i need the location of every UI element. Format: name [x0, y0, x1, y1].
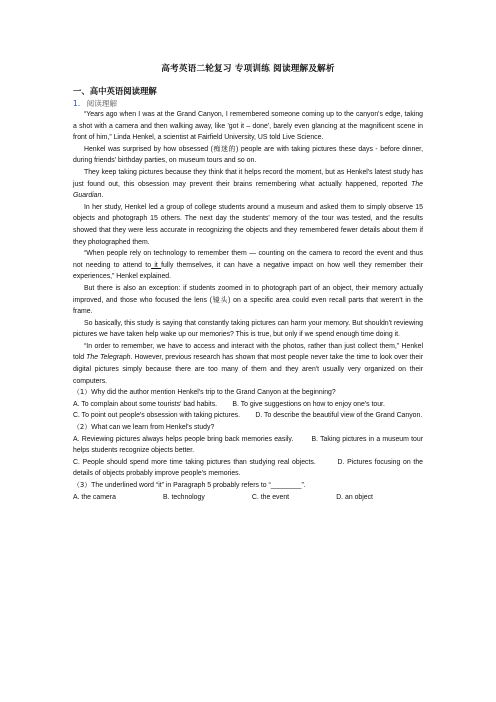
source-name: The Telegraph — [86, 354, 131, 362]
question-number: （1） — [73, 388, 92, 397]
question-2-options-cd — [73, 457, 423, 480]
question-3-options — [73, 492, 423, 504]
option-a[interactable]: A. the camera — [73, 493, 116, 501]
question-stem: Why did the author mention Henkel's trip to the Grand Canyon at the beginning? — [91, 389, 336, 397]
paragraph-2: Henkel was surprised by how obsessed (痴迷的) people are with taking pictures these days - before dinner, during friends' birthday parties, on museum tours and so on. — [73, 145, 423, 165]
option-c[interactable]: C. People should spend more time taking pictures than studying real objects. — [73, 458, 316, 466]
question-stem: The underlined word “it” in Paragraph 5 probably refers to “________”. — [91, 482, 306, 489]
question-2-options-ab — [73, 434, 423, 457]
option-d[interactable]: D. To describe the beautiful view of the Grand Canyon. — [255, 412, 423, 420]
question-1-options-ab — [73, 399, 423, 411]
question-number: （2） — [73, 423, 92, 432]
section-heading: 一、高中英语阅读理解 — [73, 86, 157, 96]
subheading — [73, 98, 117, 109]
option-d[interactable]: D. an object — [336, 493, 373, 501]
question-number: （3） — [73, 481, 92, 489]
question-3 — [73, 480, 423, 492]
paragraph-8: “In order to remember, we have to access and interact with the photos, rather than just collect them,” Henkel told The Telegraph. However, previous research has shown that most people never take the time to look over their digital pictures simply because there are too many of them and they aren't usually very organized on their computers. — [73, 342, 424, 385]
paragraph-4: In her study, Henkel led a group of college students around a museum and asked them to simply observe 15 objects and photograph 15 others. The next day the students' memory of the tour was tested, and the results showed that they were less accurate in recognizing the objects and they remembered fewer details about them if they photographed them. — [73, 203, 423, 246]
subheading-label: 阅读理解 — [86, 99, 118, 108]
option-b[interactable]: B. technology — [163, 493, 205, 501]
option-b[interactable]: B. Taking pictures in a museum tour helps students recognize objects better. — [73, 435, 423, 455]
option-c[interactable]: C. the event — [251, 493, 290, 501]
option-b[interactable]: B. To give suggestions on how to enjoy one's tour. — [232, 400, 385, 408]
page-title: 高考英语二轮复习 专项训练 阅读理解及解析 — [161, 64, 335, 74]
question-2 — [73, 422, 423, 434]
paragraph-5: “When people rely on technology to remember them — counting on the camera to record the event and thus not needing to attend to it fully themselves, it can have a negative impact on how well they remember their experiences,” Henkel explained. — [73, 250, 423, 281]
paragraph-3: They keep taking pictures because they think that it helps record the moment, but as Henkel's latest study has just found out, this obsession may prevent their brains remembering what actually happened, reported The Guardian. — [73, 168, 423, 200]
subheading-number: 1. — [73, 99, 81, 108]
option-c[interactable]: C. To point out people's obsession with taking pictures. — [73, 412, 241, 420]
source-name: The Guardian — [73, 180, 423, 200]
reading-passage — [73, 109, 423, 503]
question-stem: What can we learn from Henkel's study? — [91, 424, 215, 432]
option-a[interactable]: A. Reviewing pictures always helps people bring back memories easily. — [73, 435, 294, 443]
option-d[interactable]: D. Pictures focusing on the details of objects probably improve people's memories. — [73, 458, 423, 478]
option-a[interactable]: A. To complain about some tourists' bad habits. — [73, 400, 218, 408]
paragraph-7: So basically, this study is saying that constantly taking pictures can harm your memory. But shouldn't reviewing pictures we have taken help wake up our memories? This is true, but only if we spend enough time doing it. — [73, 319, 423, 339]
paragraph-6: But there is also an exception: if students zoomed in to photograph part of an object, their memory actually improved, and those who focused the lens (镜头) on a specific area could even recall parts that weren't in the frame. — [73, 284, 423, 316]
question-1 — [73, 387, 423, 399]
question-1-options-cd — [73, 410, 423, 422]
underlined-word: it — [151, 261, 162, 269]
paragraph-1: “Years ago when I was at the Grand Canyon, I remembered someone coming up to the canyon's edge, taking a shot with a camera and then walking away, like 'got it – done', barely even glancing at the magnificent scene in front of him,” Linda Henkel, a scientist at Fairfield University, US told Live Science. — [73, 111, 423, 142]
